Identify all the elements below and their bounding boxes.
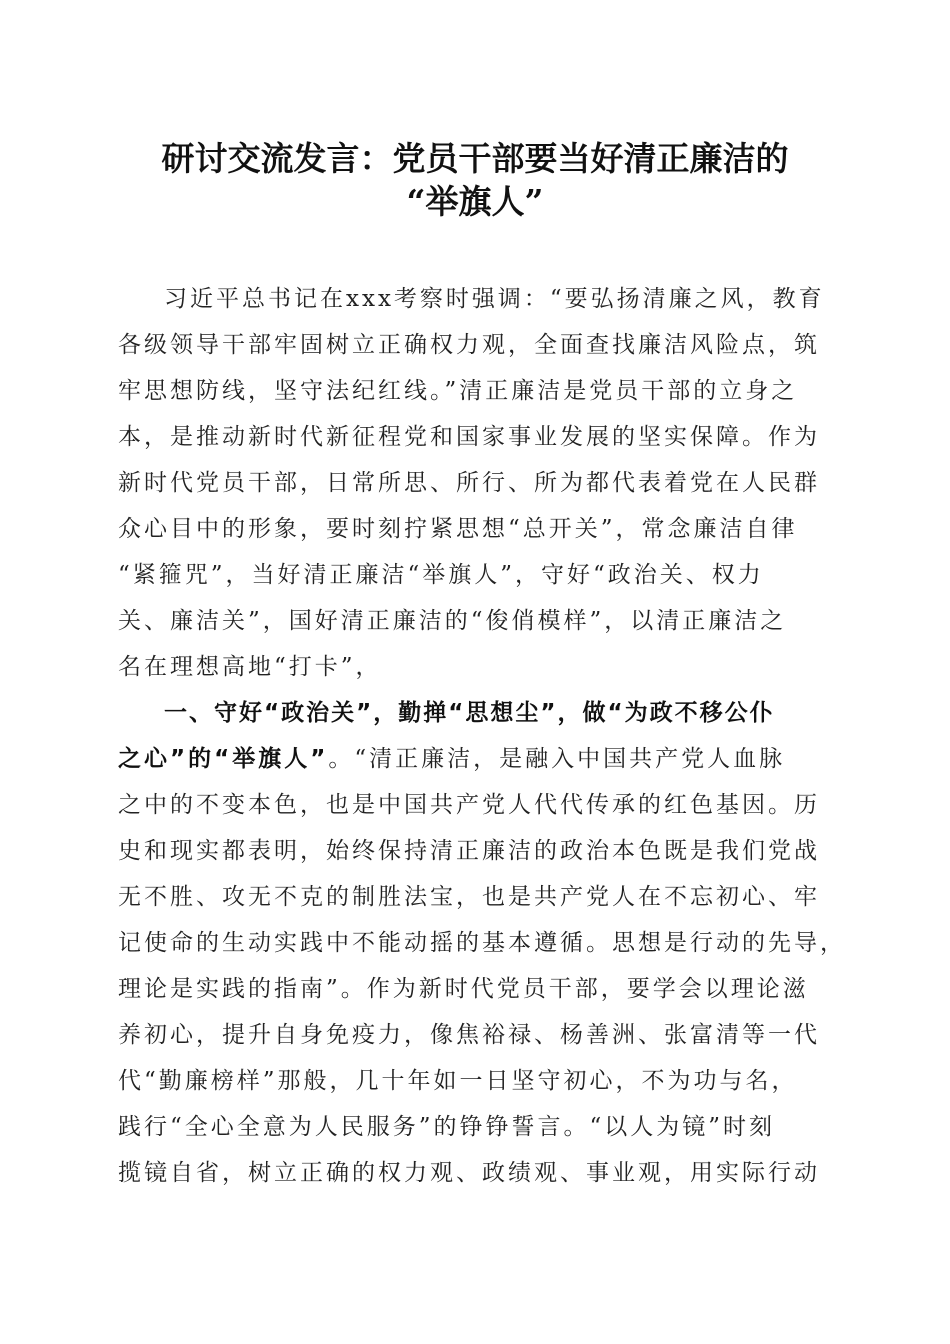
paragraph-line: 习近平总书记在xxx考察时强调：“要弘扬清廉之风，教育 — [164, 286, 825, 312]
section-heading-1-continued: 之心”的“举旗人” — [118, 746, 329, 772]
paragraph-line: 众心目中的形象，要时刻拧紧思想“总开关”，常念廉洁自律 — [118, 516, 798, 542]
paragraph-line: 代“勤廉榜样”那般，几十年如一日坚守初心，不为功与名， — [118, 1068, 798, 1094]
paragraph-line: 新时代党员干部，日常所思、所行、所为都代表着党在人民群 — [118, 470, 820, 496]
document-title-line-2: “举旗人” — [406, 182, 544, 221]
paragraph-line: 揽镜自省，树立正确的权力观、政绩观、事业观，用实际行动 — [118, 1160, 820, 1186]
paragraph-line: 史和现实都表明，始终保持清正廉洁的政治本色既是我们党战 — [118, 838, 820, 864]
paragraph-line: “紧箍咒”，当好清正廉洁“举旗人”，守好“政治关、权力 — [118, 562, 764, 588]
paragraph-line: 关、廉洁关”，国好清正廉洁的“俊俏模样”，以清正廉洁之 — [118, 608, 787, 634]
document-title-line-1: 研讨交流发言：党员干部要当好清正廉洁的 — [161, 139, 789, 178]
paragraph-line: 无不胜、攻无不克的制胜法宝，也是共产党人在不忘初心、牢 — [118, 884, 820, 910]
paragraph-line: 践行“全心全意为人民服务”的铮铮誓言。“以人为镜”时刻 — [118, 1114, 776, 1140]
paragraph-line-mixed — [118, 736, 878, 782]
paragraph-line: 记使命的生动实践中不能动摇的基本遵循。思想是行动的先导， — [118, 930, 846, 956]
paragraph-line: 养初心，提升自身免疫力，像焦裕禄、杨善洲、张富清等一代 — [118, 1022, 820, 1048]
paragraph-line: 之中的不变本色，也是中国共产党人代代传承的红色基因。历 — [118, 792, 820, 818]
paragraph-line: 名在理想高地“打卡”， — [118, 654, 382, 680]
paragraph-line: 本，是推动新时代新征程党和国家事业发展的坚实保障。作为 — [118, 424, 820, 450]
paragraph-line: 理论是实践的指南”。作为新时代党员干部，要学会以理论滋 — [118, 976, 809, 1002]
paragraph-text: 。“清正廉洁，是融入中国共产党人血脉 — [328, 746, 786, 772]
paragraph-line: 各级领导干部牢固树立正确权力观，全面查找廉洁风险点，筑 — [118, 332, 820, 358]
paragraph-line: 牢思想防线，坚守法纪红线。”清正廉洁是党员干部的立身之 — [118, 378, 798, 404]
section-heading-1: 一、守好“政治关”，勤掸“思想尘”，做“为政不移公仆 — [164, 700, 775, 726]
